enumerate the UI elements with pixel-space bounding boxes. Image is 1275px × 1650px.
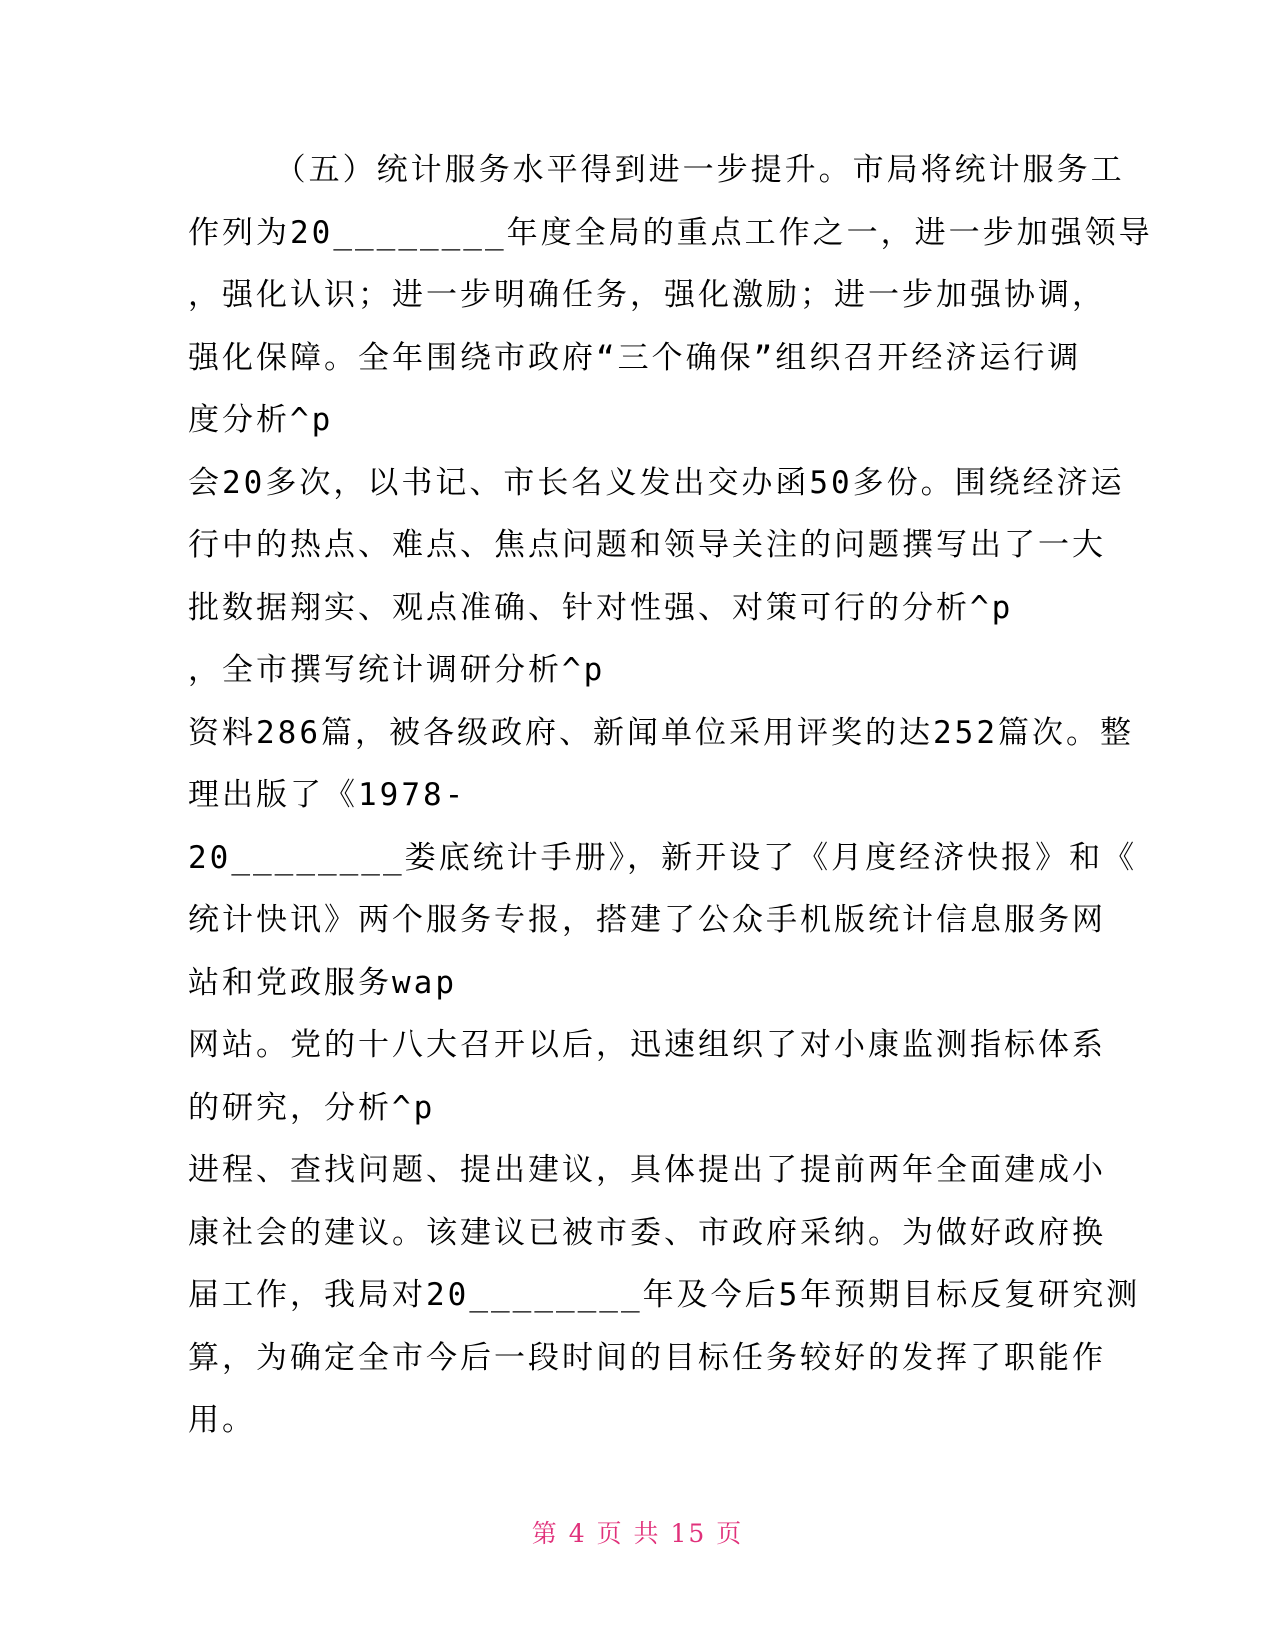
text-line: 20________娄底统计手册》，新开设了《月度经济快报》和《 — [188, 839, 1138, 876]
text-line: 进程、查找问题、提出建议，具体提出了提前两年全面建成小 — [188, 1152, 1106, 1188]
text-line: 行中的热点、难点、焦点问题和领导关注的问题撰写出了一大 — [188, 527, 1106, 563]
text-line: 批数据翔实、观点准确、针对性强、对策可行的分析^p — [188, 589, 1014, 626]
text-line: ，全市撰写统计调研分析^p — [188, 652, 606, 688]
text-line: 作列为20________年度全局的重点工作之一，进一步加强领导 — [188, 214, 1153, 251]
text-line: 统计快讯》两个服务专报，搭建了公众手机版统计信息服务网 — [188, 902, 1106, 938]
document-body — [188, 139, 1153, 1452]
text-line: （五）统计服务水平得到进一步提升。市局将统计服务工 — [188, 152, 1125, 188]
text-line: 康社会的建议。该建议已被市委、市政府采纳。为做好政府换 — [188, 1214, 1106, 1251]
text-line: 会20多次，以书记、市长名义发出交办函50多份。围绕经济运 — [188, 464, 1125, 501]
text-line: 强化保障。全年围绕市政府“三个确保”组织召开经济运行调 — [188, 339, 1082, 376]
text-line: 度分析^p — [188, 402, 334, 438]
text-line: 理出版了《1978- — [188, 777, 467, 813]
text-line: 用。 — [188, 1402, 256, 1438]
text-line: 资料286篇，被各级政府、新闻单位采用评奖的达252篇次。整 — [188, 714, 1134, 751]
text-line: 网站。党的十八大召开以后，迅速组织了对小康监测指标体系 — [188, 1027, 1106, 1063]
text-line: 的研究，分析^p — [188, 1089, 436, 1126]
page-number-footer: 第 4 页 共 15 页 — [531, 1519, 744, 1548]
text-line: ，强化认识；进一步明确任务，强化激励；进一步加强协调， — [188, 277, 1106, 313]
text-line: 届工作，我局对20________年及今后5年预期目标反复研究测 — [188, 1277, 1141, 1313]
text-line: 算，为确定全市今后一段时间的目标任务较好的发挥了职能作 — [188, 1339, 1106, 1376]
text-line: 站和党政服务wap — [188, 964, 457, 1001]
